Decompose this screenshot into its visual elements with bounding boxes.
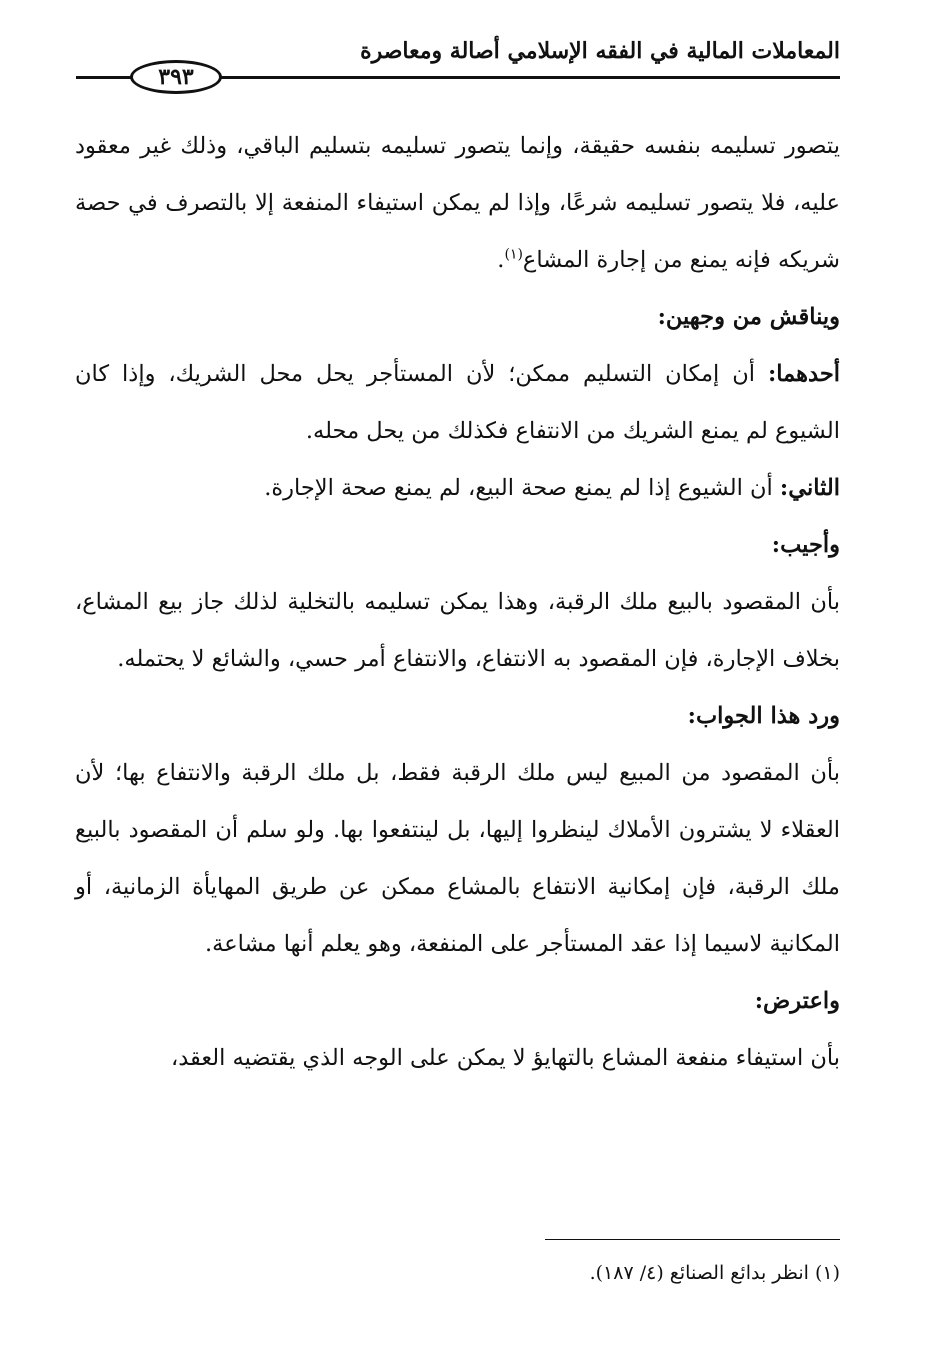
second-point-text: أن الشيوع إذا لم يمنع صحة البيع، لم يمنع صحة الإجارة. xyxy=(264,475,780,501)
heading-rebuttal: ورد هذا الجواب: xyxy=(687,703,840,729)
paragraph-objection: بأن استيفاء منفعة المشاع بالتهايؤ لا يمكن على الوجه الذي يقتضيه العقد، xyxy=(170,1045,840,1071)
paragraph-1-end: . xyxy=(497,247,505,273)
footnote-ref-1: (١) xyxy=(504,246,523,263)
body-text xyxy=(75,118,840,1087)
paragraph-1 xyxy=(75,118,840,289)
second-point-label: الثاني: xyxy=(779,475,840,501)
paragraph-second-point xyxy=(75,460,840,517)
paragraph-1-text: يتصور تسليمه بنفسه حقيقة، وإنما يتصور تسليمه بتسليم الباقي، وذلك غير معقود عليه، فلا يتصور تسليمه شرعًا، وإذا لم يمكن استيفاء المنفعة إلا بالتصرف في حصة شريكه فإنه يمنع من إجارة المشاع xyxy=(75,133,840,273)
running-title: المعاملات المالية في الفقه الإسلامي أصالة ومعاصرة xyxy=(360,38,840,64)
heading-objection: واعترض: xyxy=(754,988,840,1014)
footnote-1: (١) انظر بدائع الصنائع (٤/ ١٨٧). xyxy=(589,1262,840,1284)
page-number: ٣٩٣ xyxy=(130,60,222,94)
heading-discussion: ويناقش من وجهين: xyxy=(657,304,840,330)
first-point-text: أن إمكان التسليم ممكن؛ لأن المستأجر يحل محل الشريك، وإذا كان الشيوع لم يمنع الشريك من الانتفاع فكذلك من يحل محله. xyxy=(75,361,840,444)
paragraph-rebuttal: بأن المقصود من المبيع ليس ملك الرقبة فقط، بل ملك الرقبة والانتفاع بها؛ لأن العقلاء لا يشترون الأملاك لينظروا إليها، بل لينتفعوا بها. ولو سلم أن المقصود بالبيع ملك الرقبة، فإن إمكانية الانتفاع بالمشاع ممكن عن طريق المهايأة الزمانية، أو المكانية لاسيما إذا عقد المستأجر على المنفعة، وهو يعلم أنها مشاعة. xyxy=(75,760,840,957)
paragraph-answer: بأن المقصود بالبيع ملك الرقبة، وهذا يمكن تسليمه بالتخلية لذلك جاز بيع المشاع، بخلاف الإجارة، فإن المقصود به الانتفاع، والانتفاع أمر حسي، والشائع لا يحتمله. xyxy=(75,589,840,672)
first-point-label: أحدهما: xyxy=(767,361,840,387)
paragraph-first-point xyxy=(75,346,840,460)
footnote-rule xyxy=(545,1239,840,1240)
heading-answer: وأجيب: xyxy=(771,532,840,558)
